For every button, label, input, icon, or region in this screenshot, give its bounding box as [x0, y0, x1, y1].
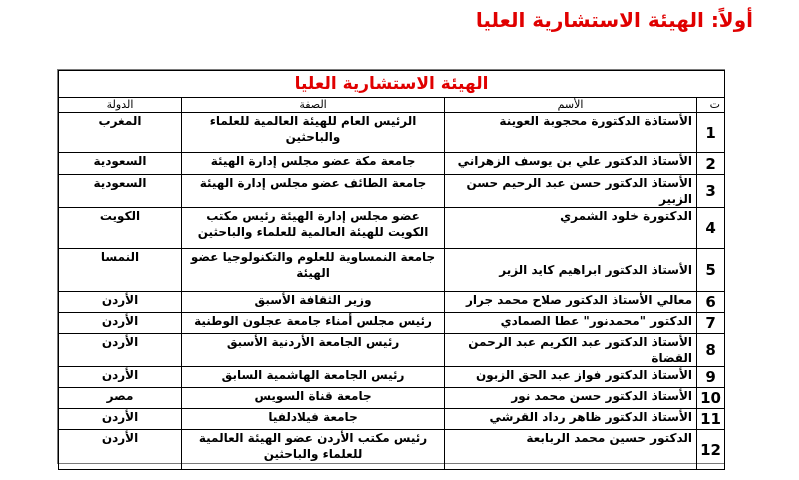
member-role: رئيس مجلس أمناء جامعة عجلون الوطنية: [182, 313, 445, 334]
member-name: الأستاذ الدكتور عبد الكريم عبد الرحمن القضاة: [445, 334, 697, 367]
row-number: 8: [697, 334, 725, 367]
table-row: [59, 388, 725, 409]
member-country: الأردن: [59, 430, 182, 470]
table-row: [59, 292, 725, 313]
row-number: 6: [697, 292, 725, 313]
member-country: الكويت: [59, 208, 182, 249]
member-role: جامعة الطائف عضو مجلس إدارة الهيئة: [182, 175, 445, 208]
member-role: جامعة النمساوية للعلوم والتكنولوجيا عضو الهيئة: [182, 249, 445, 292]
member-name: الأستاذ الدكتور ظاهر رداد القرشي: [445, 409, 697, 430]
member-name: الأستاذ الدكتور علي بن يوسف الزهراني: [445, 153, 697, 175]
member-country: مصر: [59, 388, 182, 409]
table-row: [59, 367, 725, 388]
table-title: الهيئة الاستشارية العليا: [59, 71, 725, 98]
member-name: معالي الأستاذ الدكتور صلاح محمد جرار: [445, 292, 697, 313]
table-row: [59, 430, 725, 470]
member-country: الأردن: [59, 313, 182, 334]
row-number: 2: [697, 153, 725, 175]
table-row: [59, 175, 725, 208]
member-role: جامعة فيلادلفيا: [182, 409, 445, 430]
row-number: 9: [697, 367, 725, 388]
member-role: الرئيس العام للهيئة العالمية للعلماء والباحثين: [182, 113, 445, 153]
member-name: الأستاذ الدكتور حسن عبد الرحيم حسن الزبير: [445, 175, 697, 208]
row-number: 1: [697, 113, 725, 153]
member-role: رئيس الجامعة الهاشمية السابق: [182, 367, 445, 388]
member-role: عضو مجلس إدارة الهيئة رئيس مكتب الكويت للهيئة العالمية للعلماء والباحثين: [182, 208, 445, 249]
member-country: النمسا: [59, 249, 182, 292]
row-number: 12: [697, 430, 725, 470]
member-name: الأستاذ الدكتور فواز عبد الحق الزبون: [445, 367, 697, 388]
member-country: الأردن: [59, 292, 182, 313]
member-country: المغرب: [59, 113, 182, 153]
column-header-role: الصفة: [182, 98, 445, 113]
member-role: وزير الثقافة الأسبق: [182, 292, 445, 313]
table-row: [59, 208, 725, 249]
table-row: [59, 334, 725, 367]
column-header-num: ت: [697, 98, 725, 113]
member-role: جامعة مكة عضو مجلس إدارة الهيئة: [182, 153, 445, 175]
member-country: الأردن: [59, 334, 182, 367]
table-row: [59, 113, 725, 153]
member-name: الدكتور حسين محمد الربابعة: [445, 430, 697, 470]
row-number: 10: [697, 388, 725, 409]
column-header-name: الأسم: [445, 98, 697, 113]
member-name: الدكتورة خلود الشمري: [445, 208, 697, 249]
advisory-board-table: [58, 70, 725, 470]
member-name: الدكتور "محمدنور" عطا الصمادي: [445, 313, 697, 334]
row-number: 4: [697, 208, 725, 249]
row-number: 3: [697, 175, 725, 208]
row-number: 7: [697, 313, 725, 334]
table-row: [59, 153, 725, 175]
member-country: الأردن: [59, 409, 182, 430]
member-role: جامعة قناة السويس: [182, 388, 445, 409]
table-row: [59, 313, 725, 334]
member-name: الأستاذ الدكتور حسن محمد نور: [445, 388, 697, 409]
column-header-country: الدولة: [59, 98, 182, 113]
member-name: الأستاذ الدكتور ابراهيم كايد الزير: [445, 249, 697, 292]
member-name: الأستاذة الدكتورة محجوبة العوينة: [445, 113, 697, 153]
page-heading: أولاً: الهيئة الاستشارية العليا: [475, 8, 753, 32]
row-number: 5: [697, 249, 725, 292]
member-country: السعودية: [59, 175, 182, 208]
table-row: [59, 409, 725, 430]
row-number: 11: [697, 409, 725, 430]
member-country: السعودية: [59, 153, 182, 175]
table-row: [59, 249, 725, 292]
member-role: رئيس مكتب الأردن عضو الهيئة العالمية للعلماء والباحثين: [182, 430, 445, 470]
member-role: رئيس الجامعة الأردنية الأسبق: [182, 334, 445, 367]
member-country: الأردن: [59, 367, 182, 388]
